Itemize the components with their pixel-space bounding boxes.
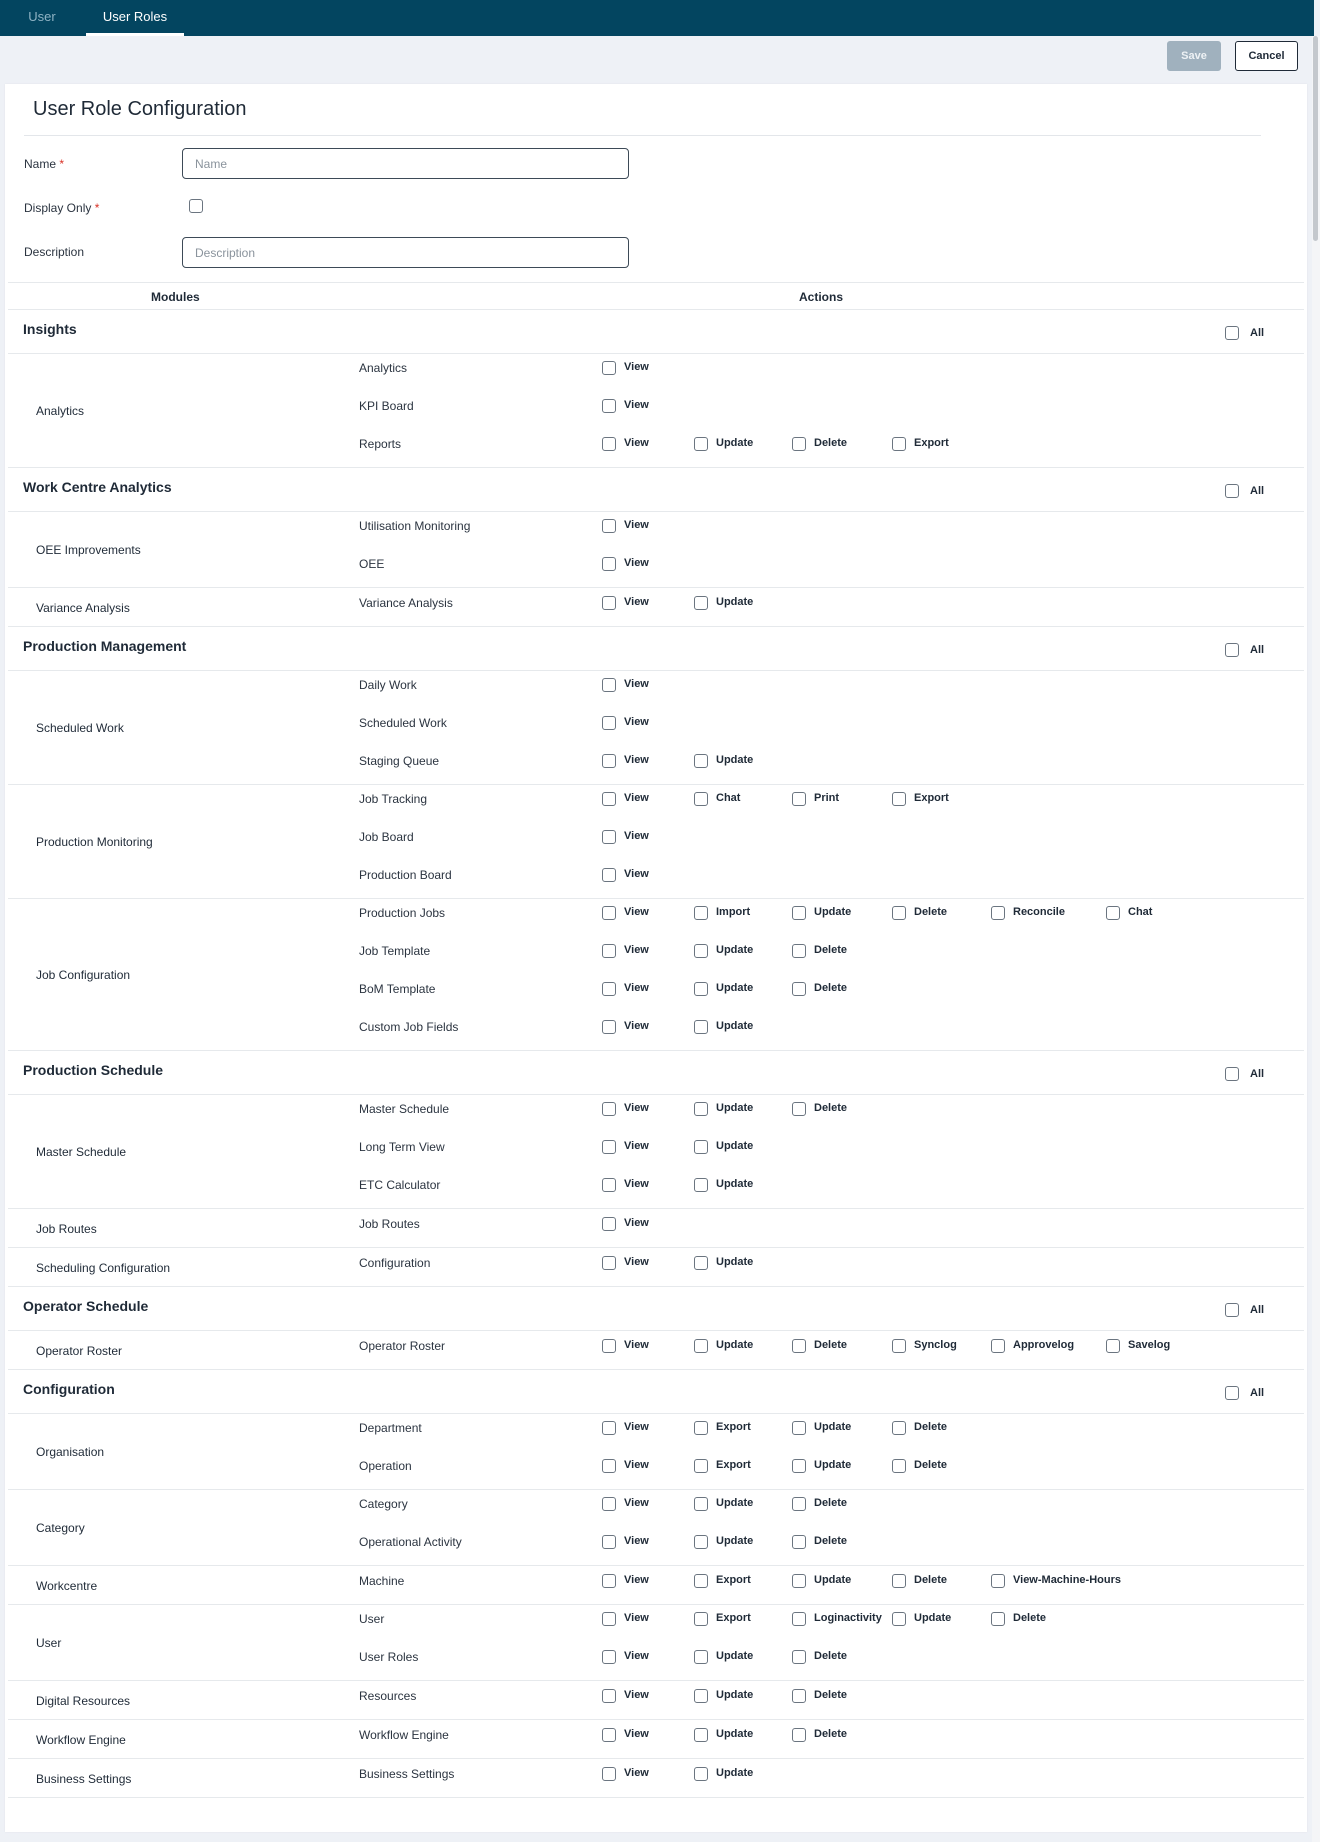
permission-action-label: Update xyxy=(716,1338,754,1351)
permission-action-label: Export xyxy=(716,1612,751,1624)
row-divider xyxy=(8,1604,1304,1605)
row-divider xyxy=(8,1330,1304,1331)
permission-action-label: Update xyxy=(716,1140,754,1152)
row-divider xyxy=(8,626,1304,627)
permission-action-label: View xyxy=(624,906,649,918)
permission-action-label: Delete xyxy=(914,1573,948,1586)
permission-action-label: View xyxy=(624,1727,649,1740)
permission-checkbox-view[interactable] xyxy=(602,1728,616,1742)
permission-checkbox-delete[interactable] xyxy=(892,1421,906,1435)
section-title: Insights xyxy=(23,321,77,337)
permission-action-label: Update xyxy=(814,906,852,918)
permission-checkbox-view[interactable] xyxy=(602,1339,616,1353)
permission-action-label: Reconcile xyxy=(1013,906,1065,918)
module-label-production-monitoring: Production Monitoring xyxy=(36,835,153,849)
permission-action-label: Delete xyxy=(814,1102,848,1114)
module-label-business-settings: Business Settings xyxy=(36,1771,132,1786)
permission-name-workflow-engine: Workflow Engine xyxy=(359,1727,449,1742)
section-title: Production Management xyxy=(23,638,187,654)
permission-action-label: View xyxy=(624,678,649,690)
row-divider xyxy=(8,1413,1304,1414)
permission-checkbox-export[interactable] xyxy=(892,437,906,451)
permission-checkbox-view[interactable] xyxy=(602,1535,616,1549)
permissions-table-header xyxy=(8,282,1304,310)
permission-checkbox-delete[interactable] xyxy=(792,1535,806,1549)
row-divider xyxy=(8,353,1304,354)
section-title: Operator Schedule xyxy=(23,1298,149,1314)
permission-action-label: View xyxy=(624,399,649,411)
row-divider xyxy=(8,1797,1304,1798)
permission-checkbox-delete[interactable] xyxy=(892,1459,906,1473)
permission-checkbox-view[interactable] xyxy=(602,1650,616,1664)
permission-action-label: Update xyxy=(914,1612,952,1624)
top-tab-bar xyxy=(0,0,1314,36)
permission-checkbox-view[interactable] xyxy=(602,1459,616,1473)
permission-action-label: View xyxy=(624,1459,649,1471)
permission-action-label: View xyxy=(624,1338,649,1351)
permission-action-label: View xyxy=(624,830,649,842)
module-label-scheduling-configuration: Scheduling Configuration xyxy=(36,1260,171,1275)
module-label-analytics: Analytics xyxy=(36,404,85,418)
permission-checkbox-view[interactable] xyxy=(602,906,616,920)
permission-checkbox-view[interactable] xyxy=(602,1767,616,1781)
permission-checkbox-update[interactable] xyxy=(694,982,708,996)
row-divider xyxy=(8,1489,1304,1490)
permission-checkbox-delete[interactable] xyxy=(792,1497,806,1511)
permission-name-operational-activity: Operational Activity xyxy=(359,1535,462,1549)
permission-action-label: Export xyxy=(914,437,949,449)
permission-action-label: View xyxy=(624,519,649,531)
permission-checkbox-view[interactable] xyxy=(602,868,616,882)
cancel-button[interactable]: Cancel xyxy=(1235,41,1298,71)
permission-name-utilisation-monitoring: Utilisation Monitoring xyxy=(359,519,471,533)
permission-checkbox-view[interactable] xyxy=(602,1217,616,1231)
permission-action-label: Export xyxy=(716,1459,751,1471)
permission-action-label: Update xyxy=(716,437,754,449)
permission-checkbox-savelog[interactable] xyxy=(1106,1339,1120,1353)
permission-checkbox-view[interactable] xyxy=(602,830,616,844)
permission-checkbox-update[interactable] xyxy=(694,754,708,768)
permission-checkbox-update[interactable] xyxy=(792,1459,806,1473)
permission-action-label: View xyxy=(624,792,649,804)
module-label-oee-improvements: OEE Improvements xyxy=(36,543,141,557)
permission-action-label: View xyxy=(624,361,649,373)
permission-action-label: View xyxy=(624,716,649,728)
permission-action-label: View xyxy=(624,1216,649,1229)
permission-name-variance-analysis: Variance Analysis xyxy=(359,595,453,610)
permission-name-job-tracking: Job Tracking xyxy=(359,792,428,806)
permission-action-label: View xyxy=(624,1020,649,1032)
permission-name-master-schedule: Master Schedule xyxy=(359,1102,450,1116)
permission-checkbox-view-machine-hours[interactable] xyxy=(991,1574,1005,1588)
permission-name-etc-calculator: ETC Calculator xyxy=(359,1178,441,1192)
permission-checkbox-view[interactable] xyxy=(602,1689,616,1703)
permission-action-label: Export xyxy=(716,1573,751,1586)
permission-action-label: Update xyxy=(716,1727,754,1740)
section-title: Configuration xyxy=(23,1381,115,1397)
permission-name-daily-work: Daily Work xyxy=(359,678,417,692)
tab-user-roles[interactable]: User Roles xyxy=(86,0,184,36)
display-only-checkbox[interactable] xyxy=(189,199,203,213)
section-title: Production Schedule xyxy=(23,1062,164,1078)
page-title: User Role Configuration xyxy=(33,98,247,120)
permission-action-label: View xyxy=(624,1573,649,1586)
module-label-workflow-engine: Workflow Engine xyxy=(36,1732,126,1747)
permission-checkbox-delete[interactable] xyxy=(792,1689,806,1703)
permission-checkbox-delete[interactable] xyxy=(991,1612,1005,1626)
permission-name-custom-job-fields: Custom Job Fields xyxy=(359,1020,459,1034)
permission-action-label: Update xyxy=(814,1459,852,1471)
permission-action-label: Import xyxy=(716,906,751,918)
permission-checkbox-view[interactable] xyxy=(602,982,616,996)
permission-action-label: View xyxy=(624,1688,649,1701)
permission-checkbox-update[interactable] xyxy=(694,1535,708,1549)
module-label-job-configuration: Job Configuration xyxy=(36,968,131,982)
permission-checkbox-update[interactable] xyxy=(694,1256,708,1270)
required-marker: * xyxy=(59,157,65,171)
row-divider xyxy=(8,1208,1304,1209)
row-divider xyxy=(8,784,1304,785)
permission-action-label: View xyxy=(624,557,649,569)
permission-action-label: View xyxy=(624,1178,649,1190)
module-label-workcentre: Workcentre xyxy=(36,1578,98,1593)
permission-name-job-routes: Job Routes xyxy=(359,1216,420,1231)
permission-checkbox-export[interactable] xyxy=(892,792,906,806)
section-title: Work Centre Analytics xyxy=(23,479,172,495)
permission-action-label: Delete xyxy=(814,1338,848,1351)
permission-action-label: Delete xyxy=(814,1650,848,1662)
permission-checkbox-export[interactable] xyxy=(694,1574,708,1588)
permission-name-job-board: Job Board xyxy=(359,830,414,844)
actions-column-header: Actions xyxy=(799,290,844,304)
permission-action-label: View xyxy=(624,944,649,956)
permission-checkbox-view[interactable] xyxy=(602,1020,616,1034)
display-only-label: Display Only * xyxy=(24,201,100,215)
row-divider xyxy=(8,1094,1304,1095)
row-divider xyxy=(8,1719,1304,1720)
permission-action-label: View xyxy=(624,1650,649,1662)
row-divider xyxy=(8,1369,1304,1370)
permission-checkbox-view[interactable] xyxy=(602,1612,616,1626)
module-label-scheduled-work: Scheduled Work xyxy=(36,721,124,735)
title-divider xyxy=(24,135,1261,136)
permission-checkbox-view[interactable] xyxy=(602,1102,616,1116)
permission-action-label: Export xyxy=(716,1421,751,1433)
permission-checkbox-view[interactable] xyxy=(602,596,616,610)
permission-checkbox-view[interactable] xyxy=(602,519,616,533)
permission-checkbox-update[interactable] xyxy=(694,1689,708,1703)
permission-action-label: View xyxy=(624,1255,649,1268)
permission-action-label: Update xyxy=(716,1178,754,1190)
section-all-checkbox[interactable] xyxy=(1225,1067,1239,1081)
permission-name-user-roles: User Roles xyxy=(359,1650,419,1664)
permission-checkbox-update[interactable] xyxy=(694,1102,708,1116)
permission-checkbox-reconcile[interactable] xyxy=(991,906,1005,920)
permission-checkbox-update[interactable] xyxy=(694,944,708,958)
module-label-job-routes: Job Routes xyxy=(36,1221,97,1236)
name-input[interactable] xyxy=(182,148,629,179)
permission-action-label: Delete xyxy=(814,1535,848,1547)
permission-checkbox-delete[interactable] xyxy=(792,1728,806,1742)
permission-checkbox-update[interactable] xyxy=(694,1339,708,1353)
permission-checkbox-update[interactable] xyxy=(694,1178,708,1192)
permission-name-resources: Resources xyxy=(359,1688,417,1703)
permission-action-label: View xyxy=(624,1612,649,1624)
row-divider xyxy=(8,1565,1304,1566)
permission-checkbox-chat[interactable] xyxy=(1106,906,1120,920)
permission-checkbox-view[interactable] xyxy=(602,399,616,413)
permission-action-label: Update xyxy=(716,1688,754,1701)
row-divider xyxy=(8,670,1304,671)
permission-action-label: Update xyxy=(716,944,754,956)
section-all-checkbox[interactable] xyxy=(1225,643,1239,657)
permission-checkbox-view[interactable] xyxy=(602,792,616,806)
permission-checkbox-view[interactable] xyxy=(602,754,616,768)
module-label-operator-roster: Operator Roster xyxy=(36,1343,123,1358)
permission-name-oee: OEE xyxy=(359,557,385,571)
permission-action-label: Update xyxy=(716,595,754,608)
permission-name-department: Department xyxy=(359,1421,422,1435)
permission-action-label: Update xyxy=(716,1020,754,1032)
module-label-digital-resources: Digital Resources xyxy=(36,1693,131,1708)
permission-checkbox-import[interactable] xyxy=(694,906,708,920)
permission-action-label: Update xyxy=(814,1573,852,1586)
permission-checkbox-view[interactable] xyxy=(602,1574,616,1588)
page-scrollbar[interactable] xyxy=(1312,36,1320,1842)
section-all-checkbox[interactable] xyxy=(1225,1386,1239,1400)
permission-checkbox-export[interactable] xyxy=(694,1459,708,1473)
required-marker: * xyxy=(94,201,100,215)
permission-checkbox-update[interactable] xyxy=(694,1140,708,1154)
permission-name-analytics: Analytics xyxy=(359,361,408,375)
permission-name-machine: Machine xyxy=(359,1573,405,1588)
permission-checkbox-view[interactable] xyxy=(602,678,616,692)
permission-action-label: Synclog xyxy=(914,1338,957,1351)
permission-checkbox-delete[interactable] xyxy=(792,1650,806,1664)
permission-action-label: Approvelog xyxy=(1013,1338,1075,1351)
permission-action-label: View xyxy=(624,982,649,994)
permission-checkbox-update[interactable] xyxy=(694,1497,708,1511)
permission-action-label: Delete xyxy=(814,437,848,449)
section-all-checkbox[interactable] xyxy=(1225,1303,1239,1317)
permission-action-label: Update xyxy=(716,754,754,766)
permission-checkbox-view[interactable] xyxy=(602,716,616,730)
row-divider xyxy=(8,587,1304,588)
permission-action-label: Update xyxy=(716,1497,754,1509)
permission-checkbox-update[interactable] xyxy=(694,1728,708,1742)
permission-name-scheduled-work: Scheduled Work xyxy=(359,716,447,730)
permission-checkbox-view[interactable] xyxy=(602,1421,616,1435)
section-all-label: All xyxy=(1250,644,1265,656)
permission-checkbox-delete[interactable] xyxy=(792,437,806,451)
row-divider xyxy=(8,1680,1304,1681)
section-all-checkbox[interactable] xyxy=(1225,484,1239,498)
permission-action-label: View xyxy=(624,1140,649,1152)
permission-checkbox-view[interactable] xyxy=(602,1497,616,1511)
permission-checkbox-update[interactable] xyxy=(792,1421,806,1435)
permission-name-configuration: Configuration xyxy=(359,1255,431,1270)
permission-name-category: Category xyxy=(359,1497,408,1511)
permission-checkbox-delete[interactable] xyxy=(792,944,806,958)
permission-name-production-board: Production Board xyxy=(359,868,452,882)
permission-action-label: View xyxy=(624,1421,649,1433)
permission-action-label: Delete xyxy=(814,1727,848,1740)
module-label-category: Category xyxy=(36,1521,85,1535)
permission-action-label: Delete xyxy=(914,1459,948,1471)
section-all-label: All xyxy=(1250,1068,1265,1080)
permission-action-label: Delete xyxy=(1013,1612,1047,1624)
permission-checkbox-delete[interactable] xyxy=(892,906,906,920)
section-all-label: All xyxy=(1250,327,1265,339)
permission-checkbox-update[interactable] xyxy=(792,906,806,920)
permission-checkbox-update[interactable] xyxy=(792,1574,806,1588)
permission-name-job-template: Job Template xyxy=(359,944,431,958)
row-divider xyxy=(8,1758,1304,1759)
permission-action-label: Chat xyxy=(1128,906,1153,918)
row-divider xyxy=(8,1247,1304,1248)
permission-checkbox-view[interactable] xyxy=(602,557,616,571)
permission-action-label: View-Machine-Hours xyxy=(1013,1573,1121,1586)
permission-checkbox-export[interactable] xyxy=(694,1421,708,1435)
permission-action-label: Delete xyxy=(814,1688,848,1701)
permission-action-label: View xyxy=(624,1766,649,1779)
permission-checkbox-view[interactable] xyxy=(602,437,616,451)
row-divider xyxy=(8,1286,1304,1287)
permission-action-label: Update xyxy=(814,1421,852,1433)
permission-action-label: Delete xyxy=(914,1421,948,1433)
permission-checkbox-update[interactable] xyxy=(694,1650,708,1664)
permission-checkbox-view[interactable] xyxy=(602,1256,616,1270)
section-all-label: All xyxy=(1250,1387,1265,1399)
permission-action-label: Chat xyxy=(716,792,741,804)
permission-checkbox-update[interactable] xyxy=(694,1020,708,1034)
permission-action-label: Export xyxy=(914,792,949,804)
permission-action-label: View xyxy=(624,868,649,880)
permission-checkbox-print[interactable] xyxy=(792,792,806,806)
permission-checkbox-chat[interactable] xyxy=(694,792,708,806)
permission-action-label: Update xyxy=(716,1102,754,1114)
permission-action-label: Update xyxy=(716,1766,754,1779)
permission-action-label: View xyxy=(624,437,649,449)
save-button[interactable]: Save xyxy=(1167,41,1221,71)
permission-checkbox-loginactivity[interactable] xyxy=(792,1612,806,1626)
scrollbar-thumb[interactable] xyxy=(1313,36,1318,241)
row-divider xyxy=(8,898,1304,899)
permission-action-label: Delete xyxy=(814,1497,848,1509)
section-all-label: All xyxy=(1250,485,1265,497)
permission-checkbox-export[interactable] xyxy=(694,1612,708,1626)
permission-action-label: View xyxy=(624,1497,649,1509)
permission-checkbox-view[interactable] xyxy=(602,1140,616,1154)
row-divider xyxy=(8,467,1304,468)
permission-checkbox-update[interactable] xyxy=(694,437,708,451)
permission-checkbox-view[interactable] xyxy=(602,1178,616,1192)
permission-checkbox-delete[interactable] xyxy=(792,1339,806,1353)
permission-checkbox-synclog[interactable] xyxy=(892,1339,906,1353)
module-label-variance-analysis: Variance Analysis xyxy=(36,600,130,615)
permission-name-business-settings: Business Settings xyxy=(359,1766,455,1781)
permission-name-operator-roster: Operator Roster xyxy=(359,1338,446,1353)
permission-checkbox-delete[interactable] xyxy=(792,1102,806,1116)
permission-checkbox-delete[interactable] xyxy=(892,1574,906,1588)
module-label-master-schedule: Master Schedule xyxy=(36,1145,127,1159)
name-label: Name * xyxy=(24,157,65,171)
tab-user[interactable]: User xyxy=(28,9,56,24)
permission-action-label: Delete xyxy=(814,944,848,956)
permission-action-label: View xyxy=(624,1102,649,1114)
permission-action-label: Delete xyxy=(914,906,948,918)
permission-action-label: Update xyxy=(716,982,754,994)
section-all-checkbox[interactable] xyxy=(1225,326,1239,340)
permission-action-label: Print xyxy=(814,792,840,804)
permission-action-label: Delete xyxy=(814,982,848,994)
permission-name-bom-template: BoM Template xyxy=(359,982,436,996)
permission-action-label: Savelog xyxy=(1128,1338,1171,1351)
permission-name-long-term-view: Long Term View xyxy=(359,1140,445,1154)
permission-name-production-jobs: Production Jobs xyxy=(359,906,446,920)
permission-checkbox-delete[interactable] xyxy=(792,982,806,996)
module-label-user: User xyxy=(36,1636,62,1650)
permission-name-operation: Operation xyxy=(359,1459,412,1473)
permission-action-label: Loginactivity xyxy=(814,1612,882,1624)
permission-action-label: Update xyxy=(716,1255,754,1268)
module-label-organisation: Organisation xyxy=(36,1445,105,1459)
permission-checkbox-view[interactable] xyxy=(602,361,616,375)
permission-name-staging-queue: Staging Queue xyxy=(359,754,440,768)
action-bar xyxy=(0,36,1314,84)
permission-checkbox-view[interactable] xyxy=(602,944,616,958)
permission-action-label: View xyxy=(624,595,649,608)
permission-action-label: Update xyxy=(716,1650,754,1662)
modules-column-header: Modules xyxy=(151,290,200,304)
permission-name-kpi-board: KPI Board xyxy=(359,399,414,413)
permission-action-label: Update xyxy=(716,1535,754,1547)
permission-checkbox-update[interactable] xyxy=(694,596,708,610)
row-divider xyxy=(8,1050,1304,1051)
permission-action-label: View xyxy=(624,754,649,766)
permission-action-label: View xyxy=(624,1535,649,1547)
permission-checkbox-update[interactable] xyxy=(694,1767,708,1781)
description-input[interactable] xyxy=(182,237,629,268)
permission-name-user: User xyxy=(359,1612,385,1626)
permission-checkbox-update[interactable] xyxy=(892,1612,906,1626)
row-divider xyxy=(8,511,1304,512)
role-config-card xyxy=(5,84,1307,1832)
permission-checkbox-approvelog[interactable] xyxy=(991,1339,1005,1353)
section-all-label: All xyxy=(1250,1304,1265,1316)
description-label: Description xyxy=(24,245,85,259)
permission-name-reports: Reports xyxy=(359,437,402,451)
